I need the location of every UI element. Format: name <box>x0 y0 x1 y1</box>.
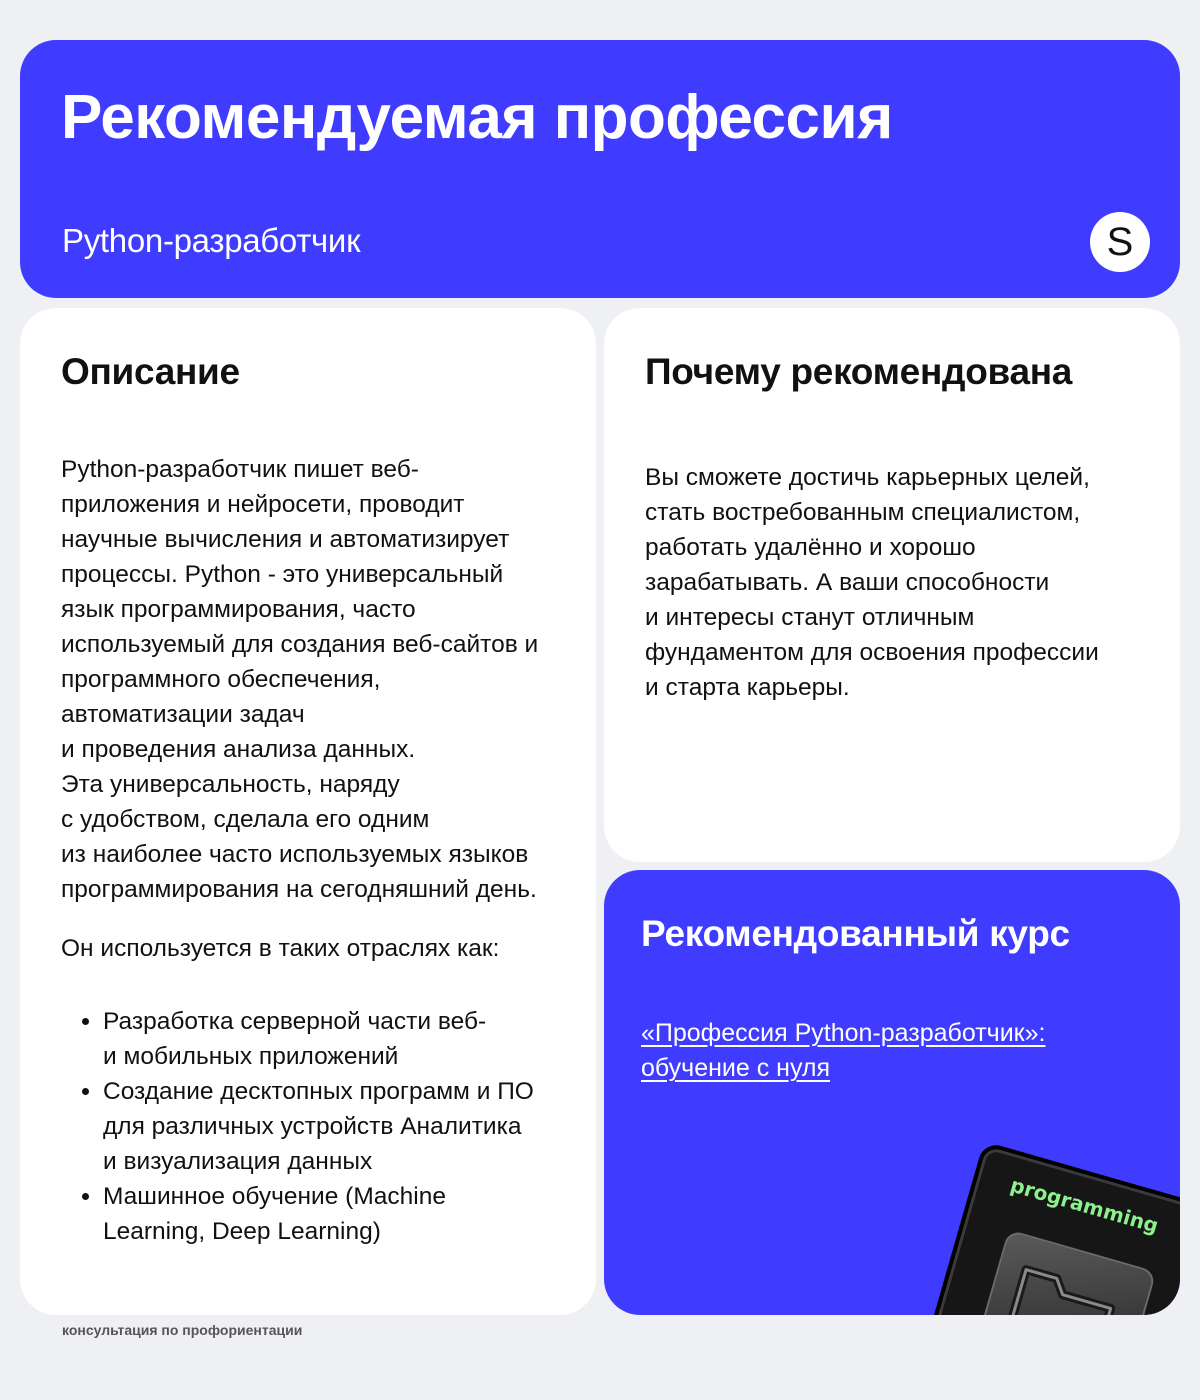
keycap-label: programming <box>1007 1172 1162 1238</box>
description-heading: Описание <box>61 351 240 392</box>
keycap-button <box>974 1229 1156 1315</box>
description-paragraph: Python-разработчик пишет веб- приложения и нейросети, проводит научные вычисления и автоматизирует процессы. Python - это универсальный язык программирования, часто используемый для создания веб-сайтов и программного обеспечения, автоматизации задач и проведения анализа данных. Эта универсальность, наряду с удобством, сделала его одним из наиболее часто используемых языков программирования на сегодняшний день. <box>61 456 539 904</box>
header-banner <box>20 40 1180 298</box>
profession-name: Python-разработчик <box>62 222 361 259</box>
why-heading: Почему рекомендована <box>645 351 1073 392</box>
why-text: Вы сможете достичь карьерных целей, стать востребованным специалистом, работать удалённо и хорошо зарабатывать. А ваши способности и интересы станут отличным фундаментом для освоения профессии и старта карьеры. <box>645 464 1099 702</box>
course-link[interactable]: «Профессия Python-разработчик»: обучение с нуля <box>641 1019 1046 1083</box>
recommended-course-card <box>604 870 1180 1315</box>
list-item: • Машинное обучение (Machine Learning, Deep Learning) <box>103 1179 576 1249</box>
brand-logo <box>1090 212 1150 272</box>
course-heading: Рекомендованный курс <box>641 913 1070 954</box>
programming-keycap-illustration <box>929 1141 1180 1315</box>
description-card <box>20 308 596 1315</box>
industries-intro: Он используется в таких отраслях как: <box>61 935 500 963</box>
folder-icon <box>1000 1254 1128 1315</box>
industries-list <box>61 1004 576 1249</box>
page-title: Рекомендуемая профессия <box>61 83 893 152</box>
list-item: • Создание десктопных программ и ПО для различных устройств Аналитика и визуализация данных <box>103 1074 576 1179</box>
footer-note: консультация по профориентации <box>62 1322 303 1338</box>
why-recommended-card <box>604 308 1180 862</box>
logo-letter: S <box>1106 219 1134 264</box>
list-item: • Разработка серверной части веб- и мобильных приложений <box>103 1004 576 1074</box>
